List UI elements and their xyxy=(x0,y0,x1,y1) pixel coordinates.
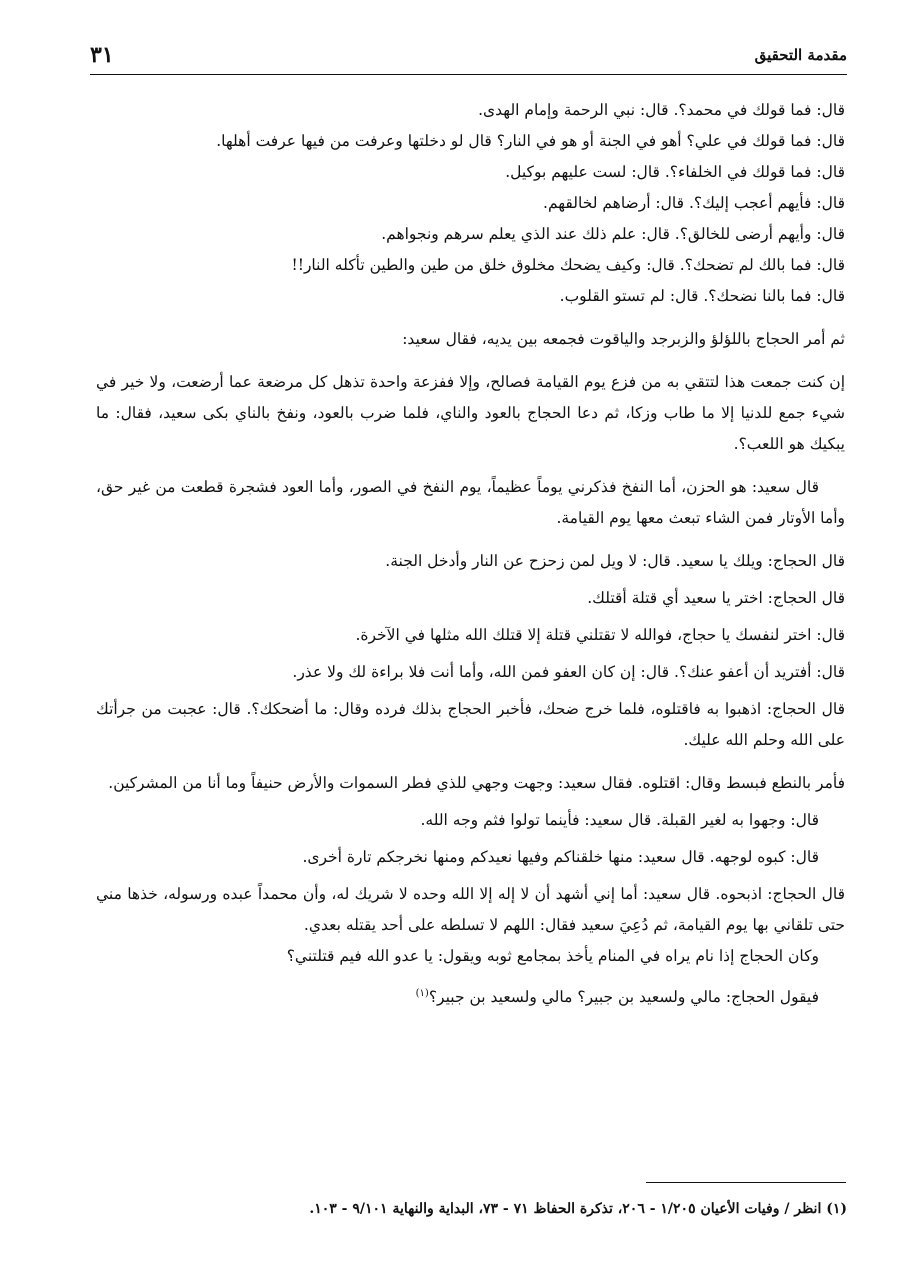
chapter-title: مقدمة التحقيق xyxy=(754,46,847,64)
paragraph-pardon: قال: أفتريد أن أعفو عنك؟. قال: إن كان العفو فمن الله، وأما أنت فلا براءة لك ولا عذر. xyxy=(292,663,845,681)
paragraph-choose: قال الحجاج: اختر يا سعيد أي قتلة أقتلك. xyxy=(587,589,845,607)
paragraph-qibla: قال: وجهوا به لغير القبلة. قال سعيد: فأينما تولوا فثم وجه الله. xyxy=(420,811,819,829)
paragraph-choose-yourself: قال: اختر لنفسك يا حجاج، فوالله لا تقتلني قتلة إلا قتلك الله مثلها في الآخرة. xyxy=(355,626,845,644)
dialogue-line: قال: فما بالك لم تضحك؟. قال: وكيف يضحك مخلوق خلق من طين والطين تأكله النار!! xyxy=(291,256,845,274)
dialogue-line: قال: فما بالنا نضحك؟. قال: لم تستو القلوب. xyxy=(559,287,845,305)
running-header xyxy=(90,40,847,75)
paragraph-leather-mat: فأمر بالنطع فبسط وقال: اقتلوه. فقال سعيد: وجهت وجهي للذي فطر السموات والأرض حنيفاً وما أنا من المشركين. xyxy=(108,774,845,792)
footnote: (١) انظر / وفيات الأعيان ١/٢٠٥ - ٢٠٦، تذكرة الحفاظ ٧١ - ٧٣، البداية والنهاية ٩/١٠١ - ١٠٣. xyxy=(309,1201,847,1217)
footnote-divider xyxy=(646,1182,846,1183)
lament-text: فيقول الحجاج: مالي ولسعيد بن جبير؟ مالي ولسعيد بن جبير؟ xyxy=(428,988,819,1007)
paragraph-jewels: ثم أمر الحجاج باللؤلؤ والزبرجد والياقوت فجمعه بين يديه، فقال سعيد: xyxy=(402,330,845,348)
dialogue-line: قال: فما قولك في الخلفاء؟. قال: لست عليهم بوكيل. xyxy=(505,163,845,181)
paragraph-dream: وكان الحجاج إذا نام يراه في المنام يأخذ بمجامع ثوبه ويقول: يا عدو الله فيم قتلتني؟ xyxy=(286,947,819,965)
paragraph-lament xyxy=(96,978,845,1013)
paragraph-slaughter: قال الحجاج: اذبحوه. قال سعيد: أما إني أشهد أن لا إله إلا الله وحده لا شريك له، وأن محمداً عبده ورسوله، خذها مني حتى تلقاني بها يوم القيامة، ثم دُعِيَ سعيد فقال: اللهم لا تسلطه على أحد يقتله بعدي. xyxy=(96,885,845,934)
paragraph-sadness: قال سعيد: هو الحزن، أما النفخ فذكرني يوماً عظيماً، يوم النفخ في الصور، وأما العود فشجرة قطعت من غير حق، وأما الأوتار فمن الشاء تبعث معها يوم القيامة. xyxy=(96,478,845,527)
dialogue-line: قال: فما قولك في علي؟ أهو في الجنة أو هو في النار؟ قال لو دخلتها وعرفت من فيها عرفت أهلها. xyxy=(216,132,845,150)
dialogue-line: قال: فما قولك في محمد؟. قال: نبي الرحمة وإمام الهدى. xyxy=(478,101,845,119)
paragraph-if-gathered: إن كنت جمعت هذا لتتقي به من فزع يوم القيامة فصالح، وإلا ففزعة واحدة تذهل كل مرضعة عما أرضعت، ولا خير في شيء جمع للدنيا إلا ما طاب وزكا، ثم دعا الحجاج بالعود والناي، فلما ضرب بالعود، ونفخ بالناي بكى سعيد، فقال: ما يبكيك هو اللعب؟. xyxy=(96,373,845,453)
page-number: ٣١ xyxy=(90,42,114,68)
dialogue-line: قال: وأيهم أرضى للخالق؟. قال: علم ذلك عند الذي يعلم سرهم ونجواهم. xyxy=(381,225,845,243)
footnote-marker: (١) xyxy=(415,988,429,999)
dialogue-line: قال: فأيهم أعجب إليك؟. قال: أرضاهم لخالقهم. xyxy=(543,194,845,212)
paragraph-take-him: قال الحجاج: اذهبوا به فاقتلوه، فلما خرج ضحك، فأخبر الحجاج بذلك فرده وقال: ما أضحكك؟. قال: عجبت من جرأتك على الله وحلم الله عليك. xyxy=(96,700,845,749)
paragraph-face-down: قال: كبوه لوجهه. قال سعيد: منها خلقناكم وفيها نعيدكم ومنها نخرجكم تارة أخرى. xyxy=(302,848,819,866)
page-body xyxy=(96,95,845,1013)
paragraph-woe: قال الحجاج: ويلك يا سعيد. قال: لا ويل لمن زحزح عن النار وأدخل الجنة. xyxy=(385,552,845,570)
